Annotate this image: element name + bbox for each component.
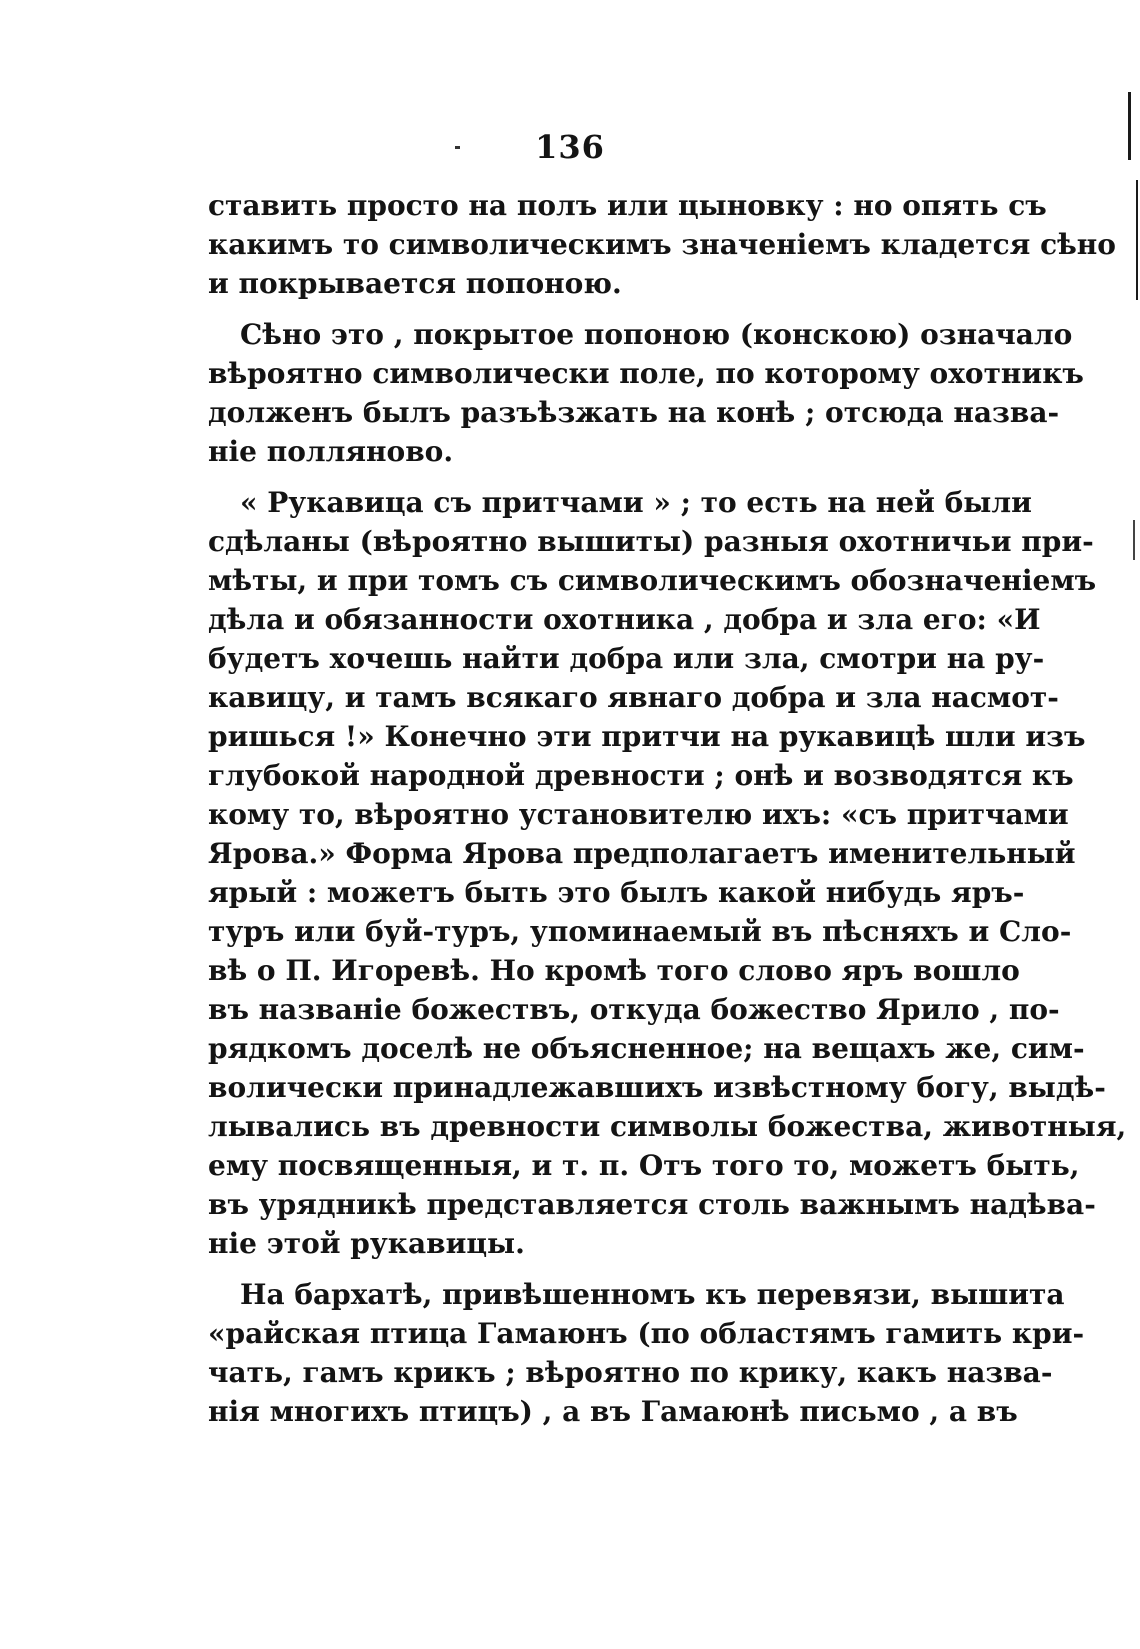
scan-edge-mark: [1133, 520, 1135, 560]
text-line: глубокой народной древности ; онѣ и возводятся къ: [208, 759, 1074, 792]
page-body: [208, 186, 1127, 1431]
scan-edge-mark: [1136, 180, 1138, 300]
text-line: дѣла и обязанности охотника , добра и зла его: «И: [208, 603, 1041, 636]
text-line: ніе полляново.: [208, 435, 454, 468]
text-line: ему посвященныя, и т. п. Отъ того то, можетъ быть,: [208, 1149, 1080, 1182]
text-line: кому то, вѣроятно установителю ихъ: «съ притчами: [208, 798, 1069, 831]
paragraph: [208, 1275, 1085, 1431]
text-line: туръ или буй-туръ, упоминаемый въ пѣсняхъ и Сло-: [208, 915, 1072, 948]
text-line: нія многихъ птицъ) , а въ Гамаюнѣ письмо , а въ: [208, 1395, 1018, 1428]
text-line: ставить просто на полъ или цыновку : но опять съ: [208, 189, 1047, 222]
text-line: въ названіе божествъ, откуда божество Ярило , по-: [208, 993, 1060, 1026]
text-line: мѣты, и при томъ съ символическимъ обозначеніемъ: [208, 564, 1097, 597]
text-line: вѣроятно символически поле, по которому охотникъ: [208, 357, 1084, 390]
text-line: долженъ былъ разъѣзжать на конѣ ; отсюда назва-: [208, 396, 1060, 429]
text-line: рядкомъ доселѣ не объясненное; на вещахъ же, сим-: [208, 1032, 1085, 1065]
page-number-text: 136: [535, 128, 605, 166]
text-line: вѣ о П. Игоревѣ. Но кромѣ того слово яръ вошло: [208, 954, 1020, 987]
text-line: и покрывается попоною.: [208, 267, 622, 300]
text-line: какимъ то символическимъ значеніемъ кладется сѣно: [208, 228, 1116, 261]
text-line: кавицу, и тамъ всякаго явнаго добра и зла насмот-: [208, 681, 1059, 714]
text-line: сдѣланы (вѣроятно вышиты) разныя охотничьи при-: [208, 525, 1094, 558]
text-line: ришься !» Конечно эти притчи на рукавицѣ шли изъ: [208, 720, 1086, 753]
text-line: ярый : можетъ быть это былъ какой нибудь яръ-: [208, 876, 1025, 909]
text-line: «райская птица Гамаюнъ (по областямъ гамить кри-: [208, 1317, 1085, 1350]
paragraph: [208, 186, 1116, 303]
text-line: Сѣно это , покрытое попоною (конскою) означало: [240, 318, 1073, 351]
text-line: въ урядникѣ представляется столь важнымъ надѣва-: [208, 1188, 1096, 1221]
text-line: « Рукавица съ притчами » ; то есть на ней были: [240, 486, 1032, 519]
ink-speck: [455, 146, 460, 149]
paragraph: [208, 483, 1127, 1263]
paragraph: [208, 315, 1084, 471]
text-line: На бархатѣ, привѣшенномъ къ перевязи, вышита: [240, 1278, 1065, 1311]
text-line: ніе этой рукавицы.: [208, 1227, 525, 1260]
text-line: будетъ хочешь найти добра или зла, смотри на ру-: [208, 642, 1045, 675]
text-line: лывались въ древности символы божества, животныя,: [208, 1110, 1127, 1143]
text-line: волически принадлежавшихъ извѣстному богу, выдѣ-: [208, 1071, 1106, 1104]
text-line: Ярова.» Форма Ярова предполагаетъ именительный: [208, 837, 1076, 870]
text-line: чать, гамъ крикъ ; вѣроятно по крику, какъ назва-: [208, 1356, 1053, 1389]
page-number: [0, 128, 1140, 166]
